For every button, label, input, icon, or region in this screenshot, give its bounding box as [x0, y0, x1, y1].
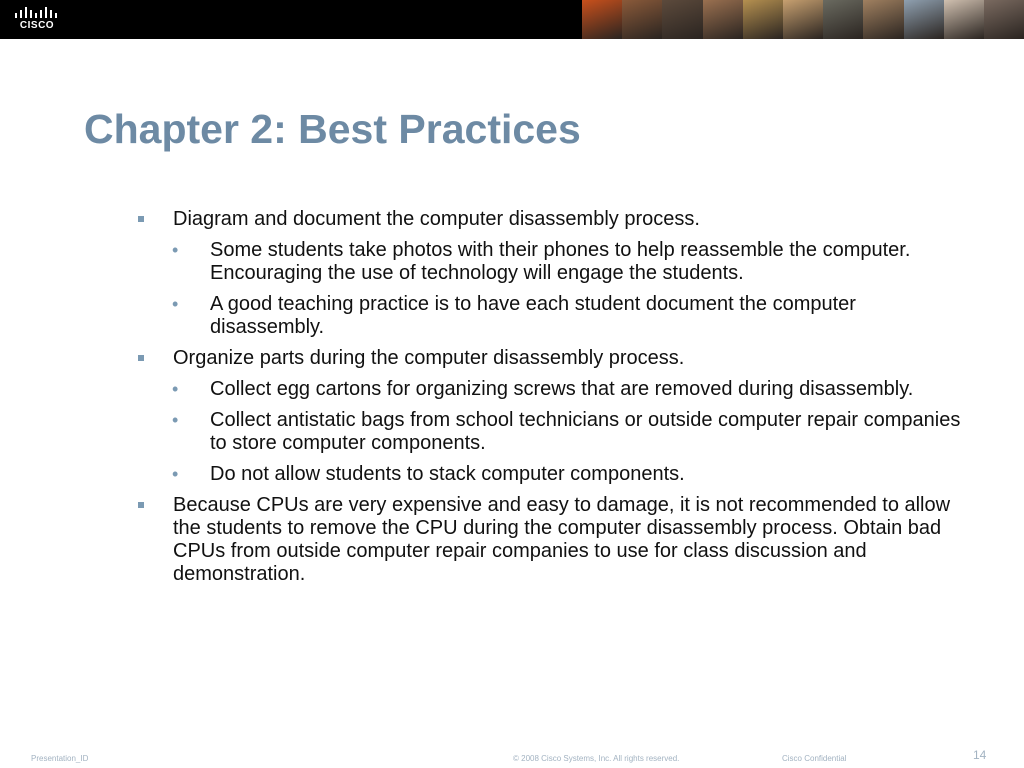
square-bullet-icon — [138, 502, 144, 508]
footer-presentation-id: Presentation_ID — [31, 754, 89, 763]
square-bullet-icon — [138, 216, 144, 222]
header-bar — [0, 0, 1024, 39]
bullet-item — [135, 494, 965, 586]
header-photo-tile — [622, 0, 662, 39]
bullet-item — [135, 208, 965, 231]
bullet-text: Because CPUs are very expensive and easy to damage, it is not recommended to allow the students to remove the CPU during the computer disassembly process. Obtain bad CPUs from outside computer repair companies to use for class discussion and demonstration. — [173, 494, 951, 585]
sub-bullet-text: Collect antistatic bags from school technicians or outside computer repair companies to store computer components. — [210, 409, 961, 454]
sub-bullet-text: Do not allow students to stack computer components. — [210, 463, 685, 485]
header-photo-tile — [662, 0, 702, 39]
dot-bullet-icon: • — [172, 240, 179, 260]
sub-bullet-item — [135, 293, 965, 339]
dot-bullet-icon: • — [172, 379, 179, 399]
logo-wordmark: CISCO — [19, 20, 55, 31]
header-photo-tile — [984, 0, 1024, 39]
sub-bullet-item — [135, 378, 965, 401]
dot-bullet-icon: • — [172, 464, 179, 484]
footer-copyright: © 2008 Cisco Systems, Inc. All rights reserved. — [513, 754, 680, 763]
dot-bullet-icon: • — [172, 294, 179, 314]
sub-bullet-item — [135, 239, 965, 285]
cisco-bars-icon — [13, 5, 61, 19]
slide-body — [135, 208, 965, 594]
header-photo-tile — [823, 0, 863, 39]
sub-bullet-item — [135, 463, 965, 486]
header-photo-strip — [582, 0, 1024, 39]
sub-bullet-text: Collect egg cartons for organizing screws that are removed during disassembly. — [210, 378, 914, 400]
dot-bullet-icon: • — [172, 410, 179, 430]
cisco-logo — [13, 5, 61, 33]
header-photo-tile — [783, 0, 823, 39]
header-photo-tile — [904, 0, 944, 39]
header-photo-tile — [582, 0, 622, 39]
bullet-item — [135, 347, 965, 370]
header-photo-tile — [863, 0, 903, 39]
header-photo-tile — [743, 0, 783, 39]
sub-bullet-text: A good teaching practice is to have each student document the computer disassembly. — [210, 293, 856, 338]
slide-title: Chapter 2: Best Practices — [84, 106, 581, 152]
header-photo-tile — [944, 0, 984, 39]
sub-bullet-text: Some students take photos with their phones to help reassemble the computer. Encouraging the use of technology will engage the students. — [210, 239, 911, 284]
sub-bullet-item — [135, 409, 965, 455]
footer-confidential: Cisco Confidential — [782, 754, 847, 763]
bullet-text: Organize parts during the computer disassembly process. — [173, 347, 685, 369]
page-number: 14 — [973, 748, 987, 762]
header-photo-tile — [703, 0, 743, 39]
square-bullet-icon — [138, 355, 144, 361]
bullet-text: Diagram and document the computer disassembly process. — [173, 208, 700, 230]
